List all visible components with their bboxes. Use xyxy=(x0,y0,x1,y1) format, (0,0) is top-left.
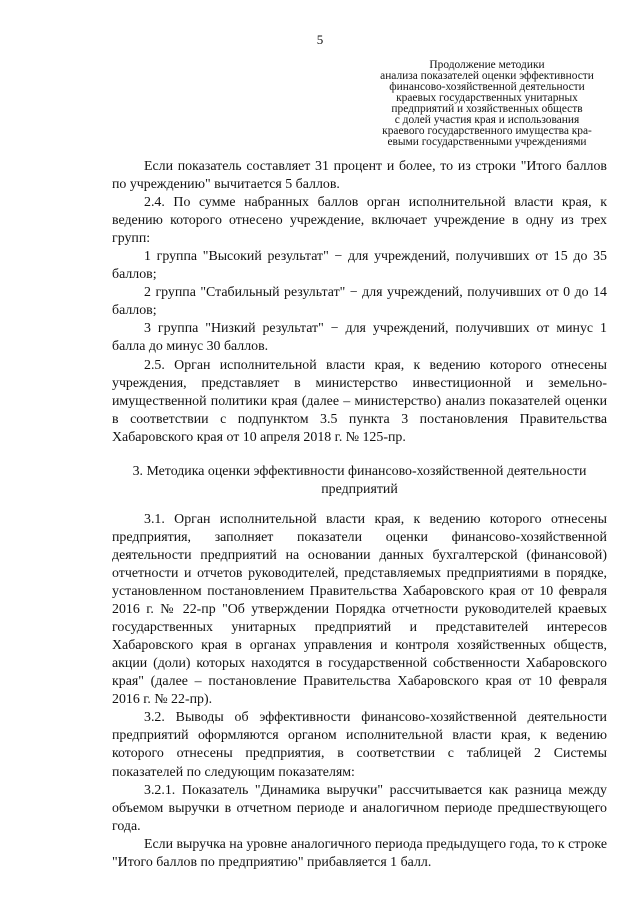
header-line: с долей участия края и использования xyxy=(394,114,580,126)
paragraph: Если выручка на уровне аналогичного периода предыдущего года, то к строке "Итого баллов по предприятию" прибавляется 1 балл. xyxy=(112,836,607,870)
header-line: финансово-хозяйственной деятельности xyxy=(389,81,585,93)
paragraph: 3.1. Орган исполнительной власти края, к ведению которого отнесены предприятия, заполняет показатели оценки финансово-хозяйственной деятельности предприятий на основании данных бухгалтерской (финансовой) отчетности и отчетов руководителей, представляемых предприятиями в порядке, установленном постановлением Правительства Хабаровского края от 10 февраля 2016 г. № 22-пр "Об утверждении Порядка отчетности руководителей краевых государственных унитарных предприятий и представителей интересов Хабаровского края в органах управления и контроля хозяйственных обществ, акции (доли) которых находятся в государственной собственности Хабаровского края" (далее – постановление Правительства Хабаровского края от 10 февраля 2016 г. № 22-пр). xyxy=(112,511,607,708)
paragraph: 1 группа "Высокий результат" − для учреждений, получивших от 15 до 35 баллов; xyxy=(112,249,607,283)
paragraph: 3 группа "Низкий результат" − для учреждений, получивших от минус 1 балла до минус 30 баллов. xyxy=(112,321,607,355)
header-line: краевого государственного имущества кра- xyxy=(382,125,592,137)
paragraph: Если показатель составляет 31 процент и более, то из строки "Итого баллов по учреждению" вычитается 5 баллов. xyxy=(112,159,607,193)
continuation-header xyxy=(356,60,618,148)
document-body xyxy=(112,158,607,872)
paragraph: 2.5. Орган исполнительной власти края, к ведению которого отнесены учреждения, представляет в министерство инвестиционной и земельно-имущественной политики края (далее – министерство) анализ показателей оценки в соответствии с подпунктом 3.5 пункта 3 постановления Правительства Хабаровского края от 10 апреля 2018 г. № 125-пр. xyxy=(112,357,607,445)
header-line: евыми государственными учреждениями xyxy=(387,136,587,148)
header-line: анализа показателей оценки эффективности xyxy=(380,70,594,82)
page-number: 5 xyxy=(316,32,324,47)
section-heading: 3. Методика оценки эффективности финансово-хозяйственной деятельности предприятий xyxy=(132,463,587,497)
header-line: Продолжение методики xyxy=(429,59,545,71)
header-line: краевых государственных унитарных xyxy=(396,92,578,104)
paragraph: 2 группа "Стабильный результат" − для учреждений, получивших от 0 до 14 баллов; xyxy=(112,285,607,319)
paragraph: 2.4. По сумме набранных баллов орган исполнительной власти края, к ведению которого отнесено учреждение, включает учреждение в одну из трех групп: xyxy=(112,195,607,247)
paragraph: 3.2.1. Показатель "Динамика выручки" рассчитывается как разница между объемом выручки в отчетном периоде и аналогичном периоде предшествующего года. xyxy=(112,782,607,834)
paragraph: 3.2. Выводы об эффективности финансово-хозяйственной деятельности предприятий оформляются органом исполнительной власти края, к ведению которого отнесены предприятия, в соответствии с таблицей 2 Системы показателей по следующим показателям: xyxy=(112,710,607,780)
header-line: предприятий и хозяйственных обществ xyxy=(391,103,583,115)
